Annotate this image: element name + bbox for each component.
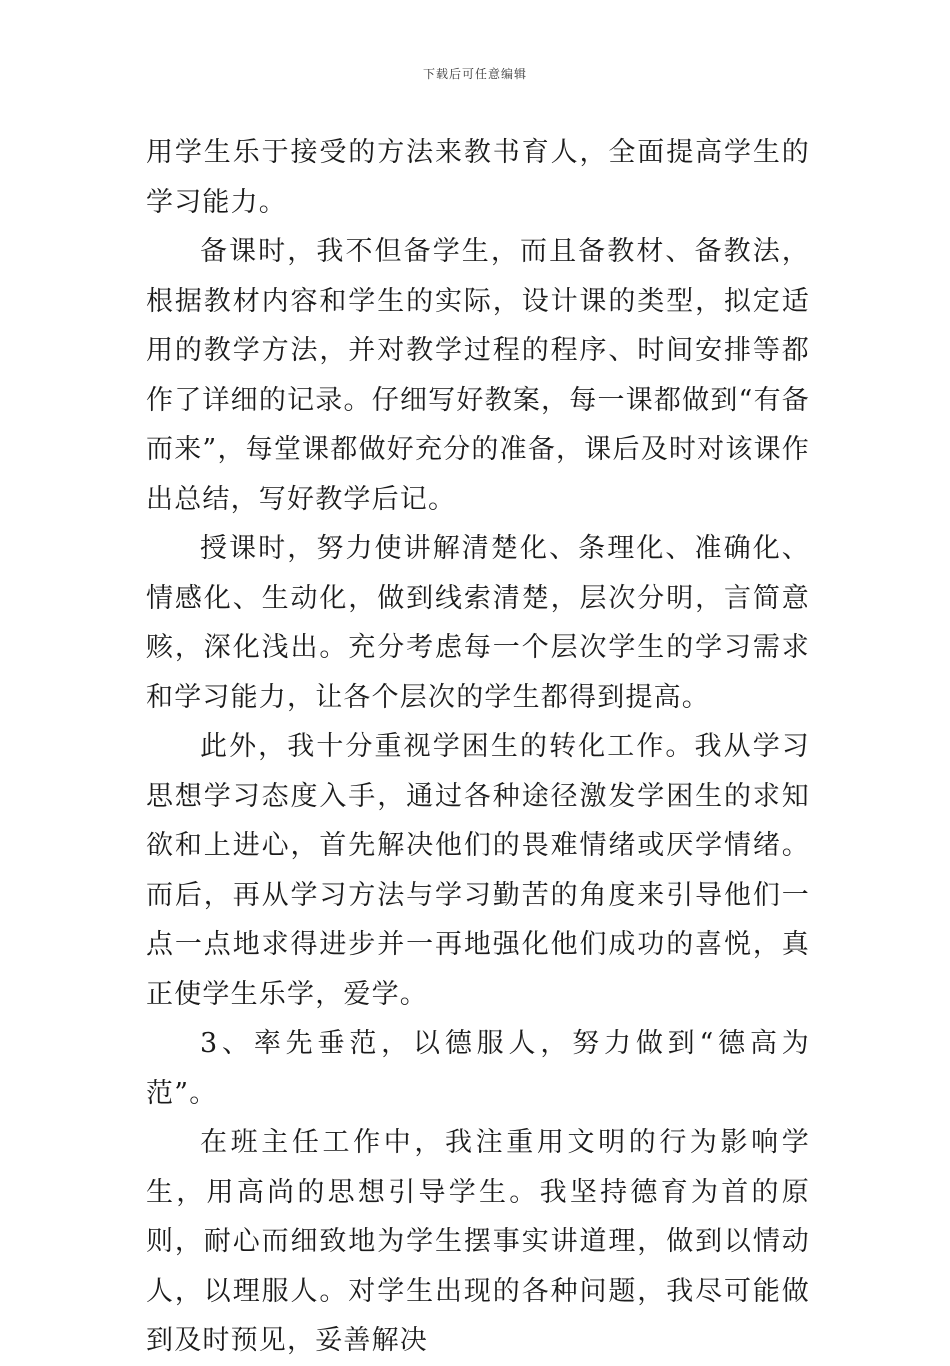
paragraph-teaching: 授课时，努力使讲解清楚化、条理化、准确化、情感化、生动化，做到线索清楚，层次分明，言简意赅，深化浅出。充分考虑每一个层次学生的学习需求和学习能力，让各个层次的学生都得到提高。 <box>146 533 810 713</box>
paragraph-class-teacher-work: 在班主任工作中，我注重用文明的行为影响学生，用高尚的思想引导学生。我坚持德育为首的原则，耐心而细致地为学生摆事实讲道理，做到以情动人，以理服人。对学生出现的各种问题，我尽可能做到及时预见，妥善解决 <box>146 1127 810 1356</box>
paragraph-struggling-students: 此外，我十分重视学困生的转化工作。我从学习思想学习态度入手，通过各种途径激发学困生的求知欲和上进心，首先解决他们的畏难情绪或厌学情绪。而后，再从学习方法与学习勤苦的角度来引导他们一点一点地求得进步并一再地强化他们成功的喜悦，真正使学生乐学，爱学。 <box>146 731 810 1010</box>
paragraph-lesson-preparation: 备课时，我不但备学生，而且备教材、备教法，根据教材内容和学生的实际，设计课的类型，拟定适用的教学方法，并对教学过程的程序、时间安排等都作了详细的记录。仔细写好教案，每一课都做到“有备而来”，每堂课都做好充分的准备，课后及时对该课作出总结，写好教学后记。 <box>146 236 810 515</box>
paragraph-continuation: 用学生乐于接受的方法来教书育人，全面提高学生的学习能力。 <box>146 137 810 218</box>
page-header: 下载后可任意编辑 <box>422 67 527 81</box>
document-body <box>146 128 810 1366</box>
section-heading-3: 3、率先垂范，以德服人，努力做到“德高为范”。 <box>146 1028 810 1109</box>
